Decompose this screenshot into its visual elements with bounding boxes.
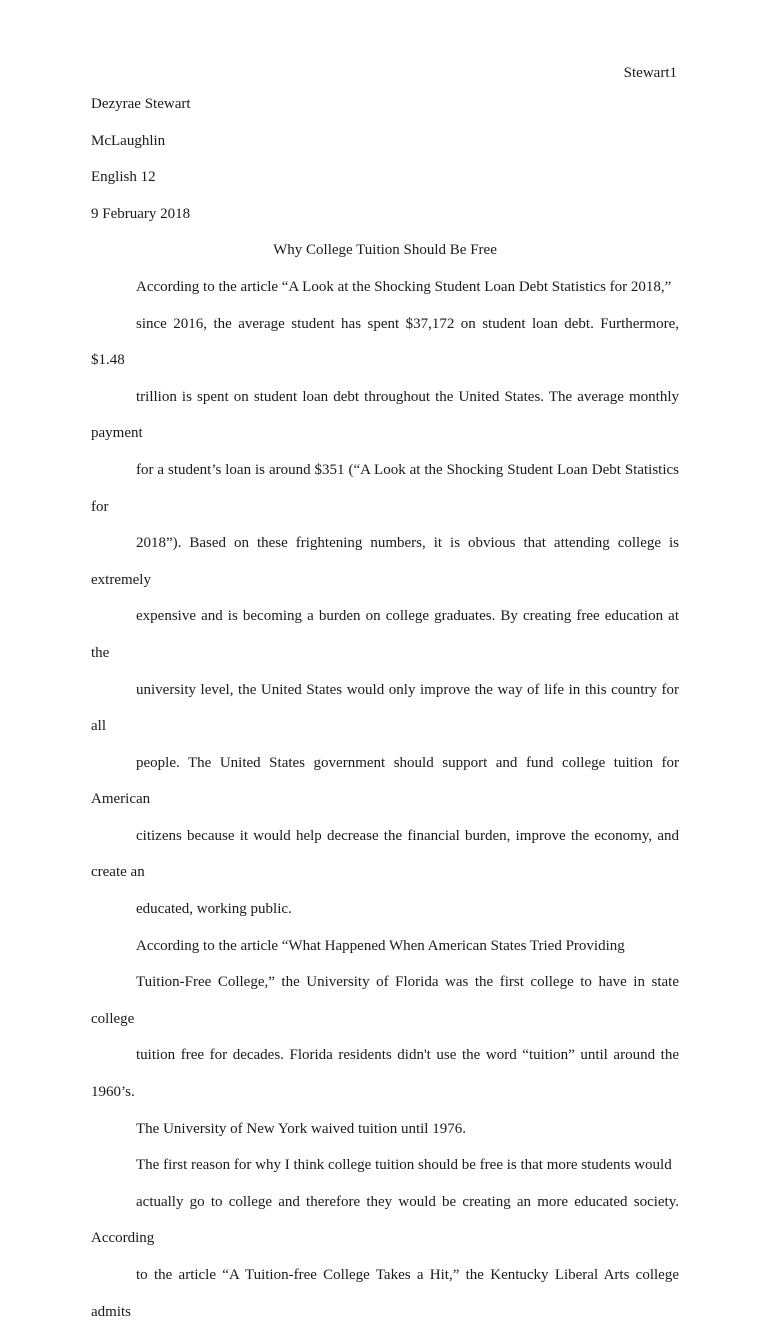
instructor-name: McLaughlin xyxy=(91,132,166,149)
document-body xyxy=(91,86,679,1330)
text-line: According to the article “A Look at the Shocking Student Loan Debt Statistics for 2018,” xyxy=(136,278,672,295)
text-line: 2018”). Based on these frightening numbers, it is obvious that attending college is extremely xyxy=(91,535,679,588)
text-line: The University of New York waived tuition until 1976. xyxy=(136,1120,466,1137)
text-line: tuition free for decades. Florida residents didn't use the word “tuition” until around the 1960’s. xyxy=(91,1047,679,1101)
text-line: citizens because it would help decrease the financial burden, improve the economy, and create an xyxy=(91,827,679,881)
text-line: to the article “A Tuition-free College Takes a Hit,” the Kentucky Liberal Arts college admits xyxy=(91,1267,679,1320)
text-line: people. The United States government should support and fund college tuition for American xyxy=(91,754,679,808)
text-line: Tuition-Free College,” the University of Florida was the first college to have in state college xyxy=(91,974,679,1027)
text-line: since 2016, the average student has spent $37,172 on student loan debt. Furthermore, $1.48 xyxy=(91,315,679,369)
text-line: for a student’s loan is around $351 (“A Look at the Shocking Student Loan Debt Statistics for xyxy=(91,461,679,515)
text-line: expensive and is becoming a burden on college graduates. By creating free education at the xyxy=(91,608,679,661)
running-head: Stewart1 xyxy=(623,65,677,81)
essay-title: Why College Tuition Should Be Free xyxy=(273,242,497,259)
essay-date: 9 February 2018 xyxy=(91,205,191,222)
text-line: The first reason for why I think college tuition should be free is that more students would xyxy=(136,1157,672,1174)
text-line: According to the article “What Happened When American States Tried Providing xyxy=(136,937,625,954)
author-name: Dezyrae Stewart xyxy=(91,96,191,112)
text-line: trillion is spent on student loan debt throughout the United States. The average monthly payment xyxy=(91,388,679,442)
paragraph-history xyxy=(91,928,679,1148)
course-name: English 12 xyxy=(91,169,156,186)
text-line: university level, the United States would only improve the way of life in this country for all xyxy=(91,681,679,735)
text-line: actually go to college and therefore they would be creating an more educated society. According xyxy=(91,1193,679,1247)
paragraph-first-reason xyxy=(91,1147,679,1330)
paragraph-intro xyxy=(91,269,679,928)
text-line: educated, working public. xyxy=(136,901,292,918)
